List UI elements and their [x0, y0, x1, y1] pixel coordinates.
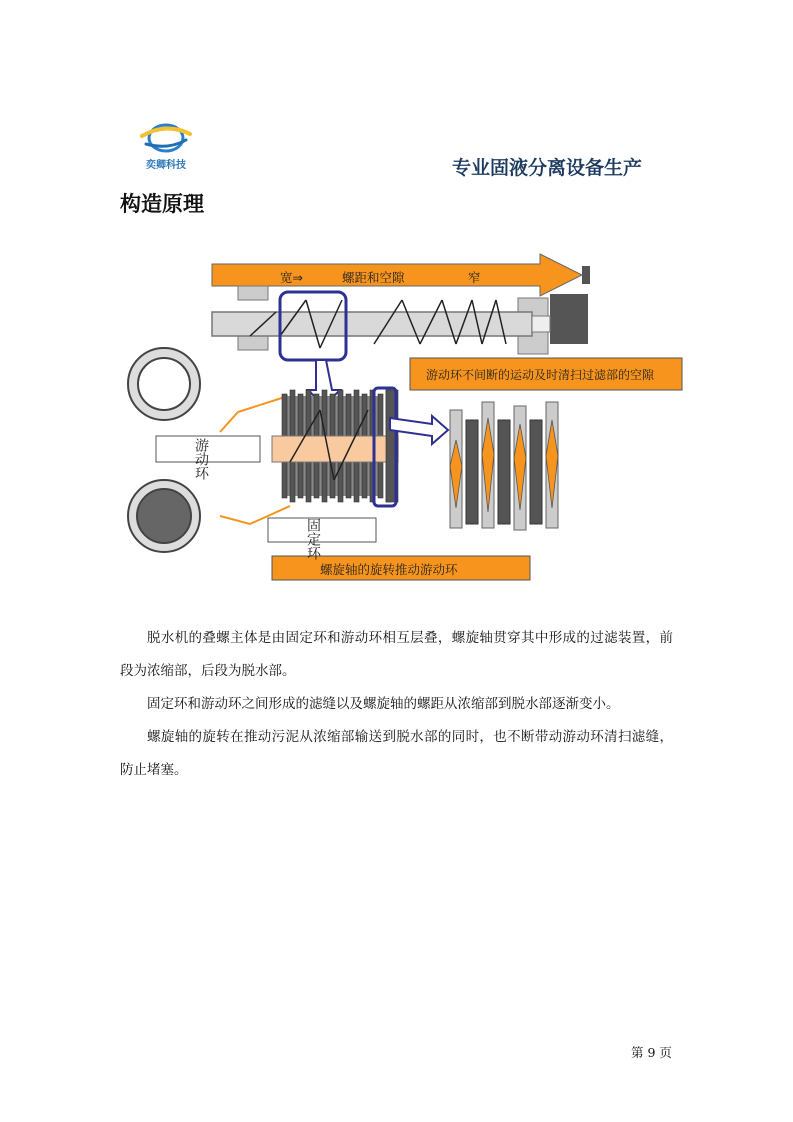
arrow-label-narrow: 窄	[468, 270, 481, 285]
motor-block	[550, 294, 588, 344]
ring-gap-detail	[450, 402, 558, 530]
paragraph-1: 脱水机的叠螺主体是由固定环和游动环相互层叠，螺旋轴贯穿其中形成的过滤装置，前段为浓缩部，后段为脱水部。	[120, 630, 673, 679]
company-tagline: 专业固液分离设备生产	[452, 157, 643, 179]
diagram-drawing	[120, 240, 700, 590]
logo-text: 奕卿科技	[146, 160, 186, 171]
section-title: 构造原理	[120, 192, 204, 216]
screw-push-label: 螺旋轴的旋转推动游动环	[320, 562, 458, 577]
ring-stack	[272, 390, 398, 502]
moving-ring-label: 游动环	[193, 438, 209, 480]
paragraph-3: 螺旋轴的旋转在推动污泥从浓缩部输送到脱水部的同时，也不断带动游动环清扫滤缝，防止堵塞。	[120, 729, 673, 778]
fixed-ring-label: 固定环	[305, 518, 321, 560]
shaft-core	[272, 436, 398, 462]
moving-ring-clean-label: 游动环不间断的运动及时清扫过滤部的空隙	[426, 368, 655, 382]
page-number: 第 9 页	[631, 1045, 672, 1060]
company-logo	[136, 120, 196, 174]
arrow-label-pitch: 螺距和空隙	[342, 270, 405, 285]
paragraph-2: 固定环和游动环之间形成的滤缝以及螺旋轴的螺距从浓缩部到脱水部逐渐变小。	[147, 696, 620, 712]
screw-press-diagram	[120, 240, 700, 590]
logo-globe-icon	[136, 120, 196, 160]
arrow-label-wide: 宽⇒	[280, 270, 303, 285]
screw-shaft-pipe	[212, 312, 532, 336]
